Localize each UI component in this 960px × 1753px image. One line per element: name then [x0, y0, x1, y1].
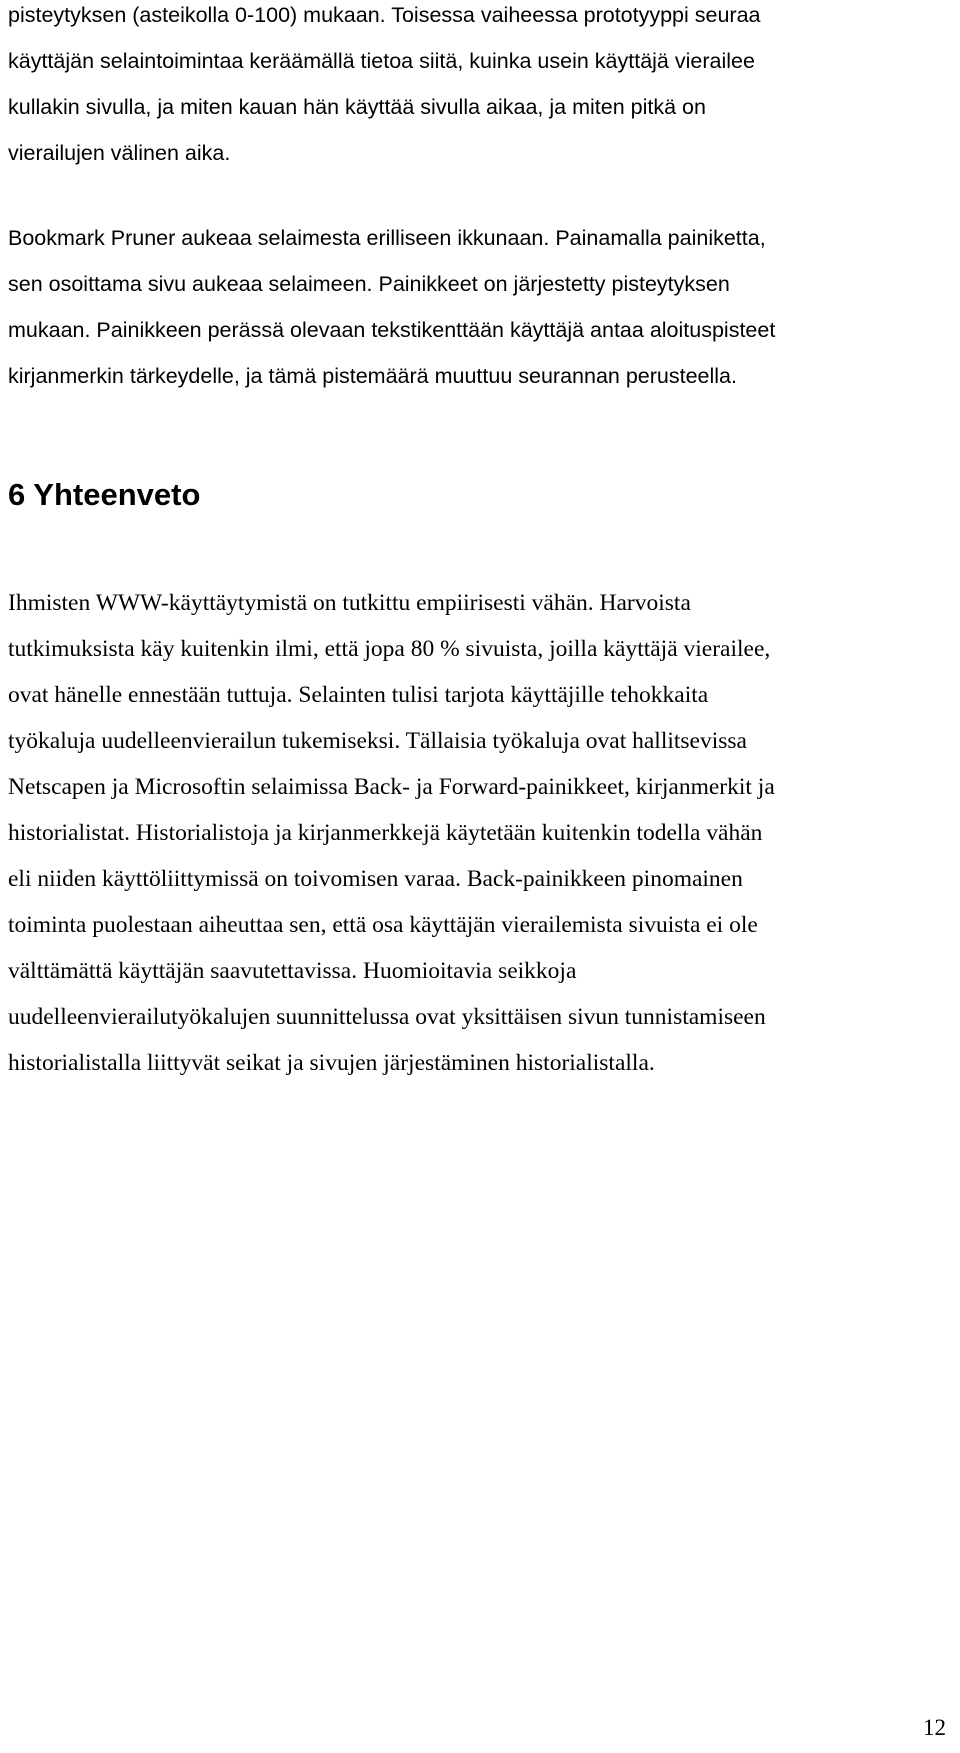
paragraph-line: välttämättä käyttäjän saavutettavissa. Huomioitavia seikkoja	[8, 958, 577, 984]
paragraph-line: ovat hänelle ennestään tuttuja. Selainten tulisi tarjota käyttäjille tehokkaita	[8, 682, 709, 708]
paragraph-line: pisteytyksen (asteikolla 0-100) mukaan. Toisessa vaiheessa prototyyppi seuraa	[8, 3, 761, 27]
paragraph-line: Bookmark Pruner aukeaa selaimesta erilliseen ikkunaan. Painamalla painiketta,	[8, 226, 766, 250]
paragraph-line: käyttäjän selaintoimintaa keräämällä tietoa siitä, kuinka usein käyttäjä vierailee	[8, 49, 755, 73]
paragraph-line: historialistalla liittyvät seikat ja sivujen järjestäminen historialistalla.	[8, 1050, 655, 1076]
section-heading-block	[8, 470, 938, 520]
paragraph-line: mukaan. Painikkeen perässä olevaan tekstikenttään käyttäjä antaa aloituspisteet	[8, 318, 776, 342]
paragraph-line: eli niiden käyttöliittymissä on toivomisen varaa. Back-painikkeen pinomainen	[8, 866, 743, 892]
paragraph-line: työkaluja uudelleenvierailun tukemiseksi. Tällaisia työkaluja ovat hallitsevissa	[8, 728, 747, 754]
paragraph-line: kullakin sivulla, ja miten kauan hän käyttää sivulla aikaa, ja miten pitkä on	[8, 95, 706, 119]
paragraph-line: sen osoittama sivu aukeaa selaimeen. Painikkeet on järjestetty pisteytyksen	[8, 272, 730, 296]
paragraph-line: tutkimuksista käy kuitenkin ilmi, että jopa 80 % sivuista, joilla käyttäjä vierailee,	[8, 636, 771, 662]
paragraph-bookmark-pruner	[8, 215, 938, 399]
paragraph-line: kirjanmerkin tärkeydelle, ja tämä pistemäärä muuttuu seurannan perusteella.	[8, 364, 737, 388]
paragraph-line: Ihmisten WWW-käyttäytymistä on tutkittu empiirisesti vähän. Harvoista	[8, 590, 691, 616]
paragraph-intro	[8, 0, 938, 176]
page-number: 12	[923, 1715, 946, 1740]
paragraph-line: historialistat. Historialistoja ja kirjanmerkkejä käytetään kuitenkin todella vähän	[8, 820, 763, 846]
paragraph-line: Netscapen ja Microsoftin selaimissa Back- ja Forward-painikkeet, kirjanmerkit ja	[8, 774, 775, 800]
paragraph-summary	[8, 580, 938, 1086]
section-heading: 6 Yhteenveto	[8, 477, 201, 512]
paragraph-line: uudelleenvierailutyökalujen suunnittelussa ovat yksittäisen sivun tunnistamiseen	[8, 1004, 766, 1030]
paragraph-line: vierailujen välinen aika.	[8, 141, 231, 165]
paragraph-line: toiminta puolestaan aiheuttaa sen, että osa käyttäjän vierailemista sivuista ei ole	[8, 912, 758, 938]
